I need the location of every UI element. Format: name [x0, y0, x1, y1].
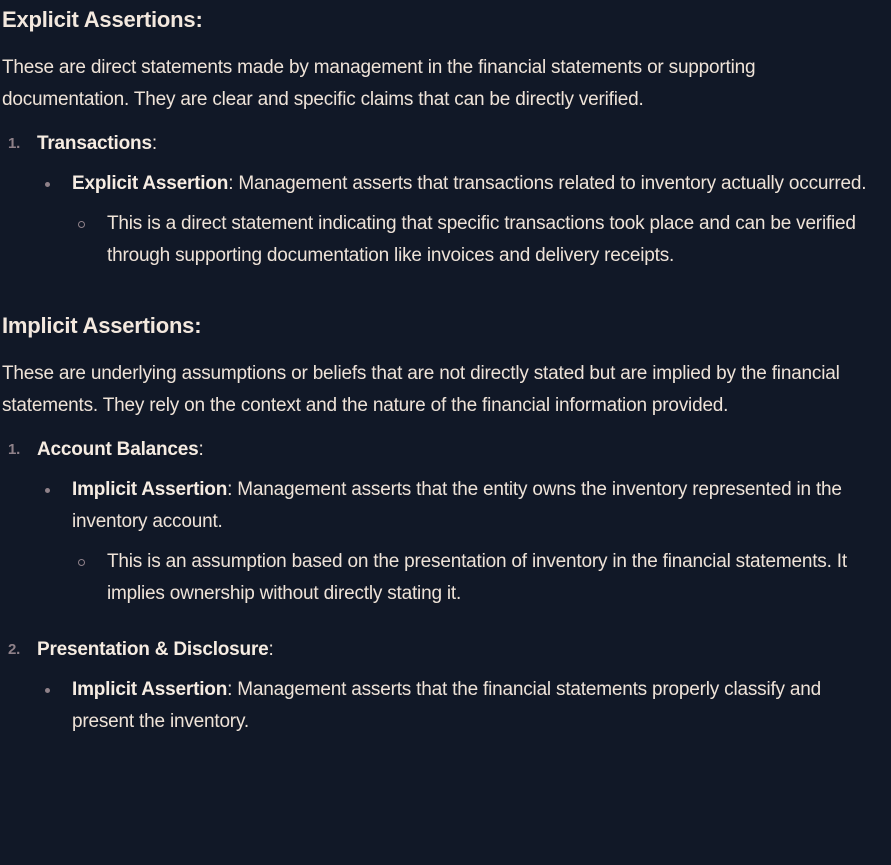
bullet-text: : Management asserts that transactions related to inventory actually occurred.	[228, 173, 867, 194]
explicit-heading: Explicit Assertions:	[2, 7, 203, 32]
implicit-list	[2, 434, 882, 738]
bullet-text: : Management asserts that the financial statements properly classify and present the inventory.	[72, 679, 822, 732]
bullet-label: Explicit Assertion	[72, 173, 229, 194]
explicit-list	[2, 128, 882, 272]
sub-bullet-item	[72, 208, 882, 272]
sub-bullet-text: This is a direct statement indicating that specific transactions took place and can be verified through supporting documentation like invoices and delivery receipts.	[107, 213, 856, 266]
implicit-intro: These are underlying assumptions or beliefs that are not directly stated but are implied by the financial statements. They rely on the context and the nature of the financial information provided.	[2, 363, 840, 416]
bullet-label: Implicit Assertion	[72, 679, 228, 700]
bullet-item	[37, 474, 882, 610]
bullet-icon	[45, 488, 50, 493]
list-number: 1.	[8, 441, 21, 458]
list-item	[2, 634, 882, 738]
bullet-icon	[45, 688, 50, 693]
list-item	[2, 434, 882, 610]
circle-bullet-icon	[78, 559, 85, 566]
sub-bullet-item	[72, 546, 882, 610]
list-item	[2, 128, 882, 272]
explicit-intro: These are direct statements made by management in the financial statements or supporting documentation. They are clear and specific claims that can be directly verified.	[2, 57, 756, 110]
bullet-text: : Management asserts that the entity owns the inventory represented in the inventory account.	[72, 479, 842, 532]
list-number: 1.	[8, 135, 21, 152]
implicit-heading: Implicit Assertions:	[2, 313, 202, 338]
item-title: Transactions	[37, 133, 152, 154]
sub-bullet-text: This is an assumption based on the presentation of inventory in the financial statements. It implies ownership without directly stating it.	[107, 551, 847, 604]
colon: :	[151, 133, 157, 154]
colon: :	[198, 439, 204, 460]
colon: :	[268, 639, 274, 660]
circle-bullet-icon	[78, 221, 85, 228]
bullet-item	[37, 674, 882, 738]
bullet-label: Implicit Assertion	[72, 479, 228, 500]
list-number: 2.	[8, 641, 21, 658]
item-title: Account Balances	[37, 439, 199, 460]
bullet-icon	[45, 182, 50, 187]
item-title: Presentation & Disclosure	[37, 639, 269, 660]
document	[0, 4, 882, 738]
bullet-item	[37, 168, 882, 272]
